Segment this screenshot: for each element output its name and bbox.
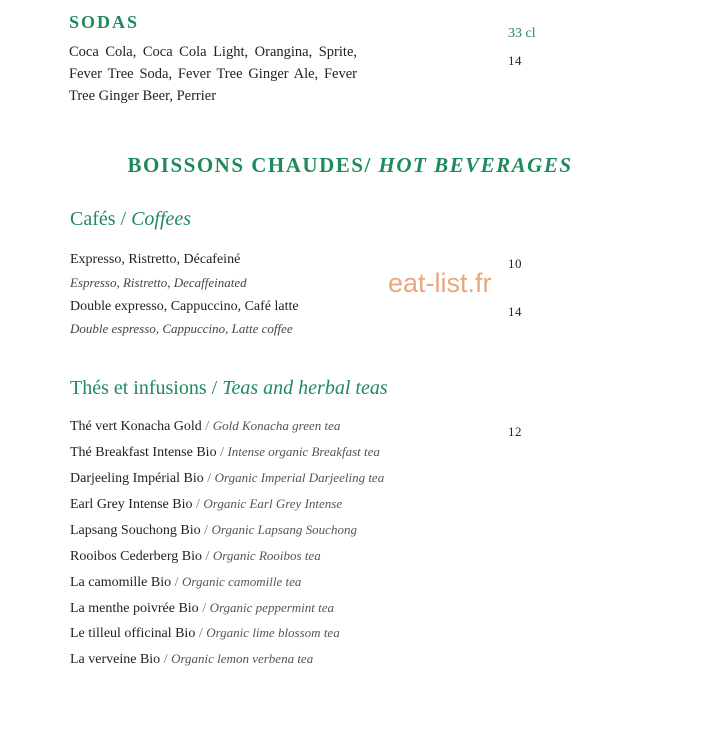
tea-item: Earl Grey Intense Bio / Organic Earl Grey Intense bbox=[70, 496, 343, 512]
tea-item-fr: La camomille Bio bbox=[70, 575, 172, 590]
coffee-item-1-fr: Expresso, Ristretto, Décafeiné bbox=[70, 252, 241, 267]
tea-item-en: Organic Imperial Darjeeling tea bbox=[214, 470, 385, 485]
sodas-title: SODAS bbox=[69, 12, 140, 32]
hot-beverages-title bbox=[0, 153, 700, 178]
tea-item-fr: Le tilleul officinal Bio bbox=[70, 626, 196, 641]
tea-item-en: Organic Lapsang Souchong bbox=[211, 522, 357, 537]
tea-item: Rooibos Cederberg Bio / Organic Rooibos tea bbox=[70, 548, 321, 564]
tea-item-en: Organic Earl Grey Intense bbox=[203, 496, 343, 511]
tea-item-en: Organic Rooibos tea bbox=[212, 548, 321, 563]
tea-item-fr: La menthe poivrée Bio bbox=[70, 601, 199, 616]
hot-beverages-title-fr: BOISSONS CHAUDES/ bbox=[127, 153, 372, 177]
tea-item: Thé vert Konacha Gold / Gold Konacha green tea bbox=[70, 418, 341, 434]
coffee-item-2-fr: Double expresso, Cappuccino, Café latte bbox=[70, 299, 299, 314]
tea-item-fr: La verveine Bio bbox=[70, 652, 161, 667]
tea-item-en: Organic camomille tea bbox=[181, 574, 302, 589]
tea-item-en: Gold Konacha green tea bbox=[212, 418, 341, 433]
tea-item-fr: Lapsang Souchong Bio bbox=[70, 523, 201, 538]
coffee-item-2-en: Double espresso, Cappuccino, Latte coffee bbox=[70, 321, 293, 336]
coffee-item-2-price: 14 bbox=[508, 304, 522, 319]
coffee-item-1-price: 10 bbox=[508, 256, 522, 271]
coffee-item-1-en: Espresso, Ristretto, Decaffeinated bbox=[70, 275, 247, 290]
tea-item-fr: Earl Grey Intense Bio bbox=[70, 497, 193, 512]
tea-item-en: Organic peppermint tea bbox=[209, 600, 335, 615]
sodas-description: Coca Cola, Coca Cola Light, Orangina, Sprite, Fever Tree Soda, Fever Tree Ginger Ale, Fever Tree Ginger Beer, Perrier bbox=[69, 44, 357, 104]
tea-item-fr: Rooibos Cederberg Bio bbox=[70, 549, 202, 564]
teas-price: 12 bbox=[508, 424, 522, 439]
tea-item-en: Organic lime blossom tea bbox=[206, 625, 340, 640]
tea-item: La menthe poivrée Bio / Organic peppermint tea bbox=[70, 600, 335, 616]
tea-item-en: Intense organic Breakfast tea bbox=[227, 444, 380, 459]
coffees-title bbox=[70, 208, 191, 231]
tea-item: Darjeeling Impérial Bio / Organic Imperial Darjeeling tea bbox=[70, 470, 385, 486]
watermark: eat-list.fr bbox=[388, 268, 492, 298]
sodas-size: 33 cl bbox=[508, 26, 536, 41]
tea-item-fr: Darjeeling Impérial Bio bbox=[70, 471, 204, 486]
tea-item: Le tilleul officinal Bio / Organic lime blossom tea bbox=[70, 625, 340, 641]
tea-item-fr: Thé Breakfast Intense Bio bbox=[70, 445, 217, 460]
tea-item-fr: Thé vert Konacha Gold bbox=[70, 419, 202, 434]
tea-item: La camomille Bio / Organic camomille tea bbox=[70, 574, 302, 590]
coffees-title-en: Coffees bbox=[131, 208, 192, 230]
teas-title-fr: Thés et infusions / bbox=[70, 377, 218, 399]
tea-item-en: Organic lemon verbena tea bbox=[171, 651, 314, 666]
coffees-title-fr: Cafés / bbox=[70, 208, 127, 230]
teas-title-en: Teas and herbal teas bbox=[222, 377, 388, 399]
hot-beverages-title-en: HOT BEVERAGES bbox=[378, 153, 573, 177]
sodas-price: 14 bbox=[508, 53, 522, 68]
tea-item: La verveine Bio / Organic lemon verbena tea bbox=[70, 651, 314, 667]
teas-title bbox=[70, 377, 388, 400]
tea-item: Thé Breakfast Intense Bio / Intense organic Breakfast tea bbox=[70, 444, 380, 460]
tea-item: Lapsang Souchong Bio / Organic Lapsang Souchong bbox=[70, 522, 357, 538]
